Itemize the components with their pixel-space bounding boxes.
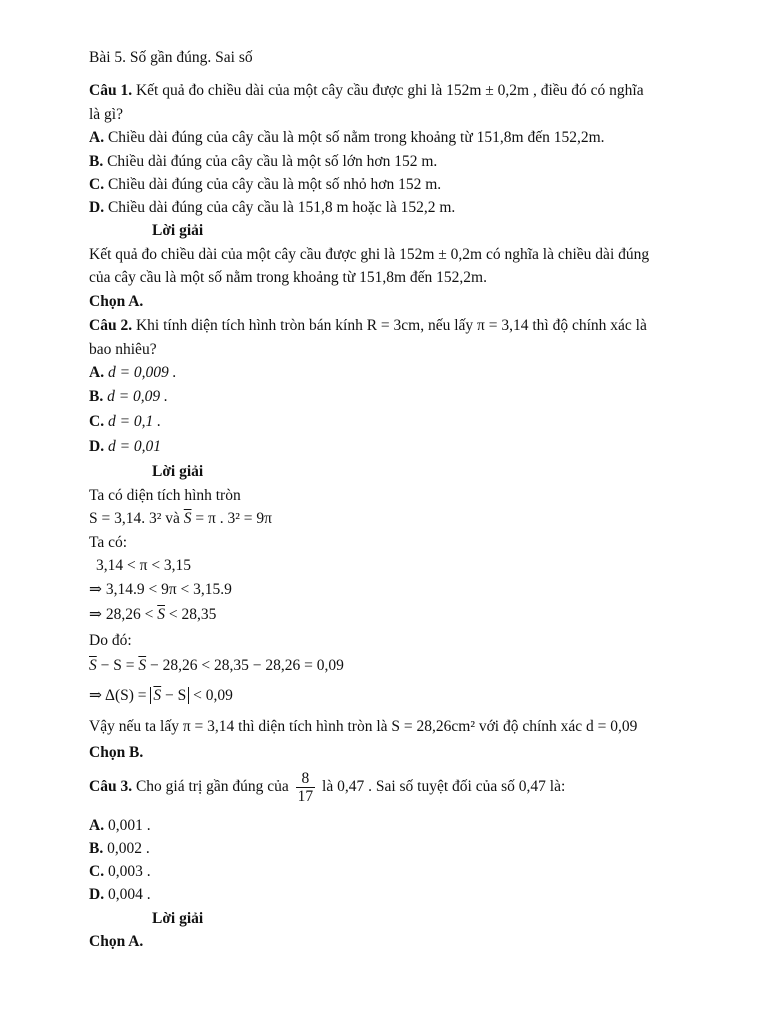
math-text: < 28,35	[164, 606, 217, 623]
q2-solution-line6	[89, 605, 216, 625]
q3-stem-text: là 0,47 . Sai số tuyệt đối của số 0,47 là:	[318, 778, 566, 795]
option-label: B.	[89, 388, 104, 405]
q2-stem-text1: Khi tính diện tích hình tròn bán kính R = 3cm, nếu lấy π = 3,14 thì độ chính xác là	[135, 317, 647, 334]
option-text: 0,004 .	[107, 886, 151, 903]
q2-solution-line1: Ta có diện tích hình tròn	[89, 487, 241, 504]
option-label: D.	[89, 886, 105, 903]
q1-stem-text1: Kết quả đo chiều dài của một cây cầu được ghi là 152m ± 0,2m , điều đó có nghĩa	[135, 82, 644, 99]
q3-stem	[89, 768, 565, 806]
option-label: C.	[89, 176, 105, 193]
option-label: B.	[89, 153, 104, 170]
option-text: 0,003 .	[107, 863, 151, 880]
option-text: d = 0,1 .	[107, 413, 162, 430]
fraction-numerator: 8	[296, 770, 316, 788]
q2-option-b	[89, 387, 168, 407]
q2-option-c	[89, 412, 161, 432]
option-label: B.	[89, 840, 104, 857]
option-text: Chiều dài đúng của cây cầu là 151,8 m hoặc là 152,2 m.	[107, 199, 456, 216]
q2-solution-line5: ⇒ 3,14.9 < 9π < 3,15.9	[89, 581, 232, 598]
q3-option-c	[89, 862, 151, 882]
q1-option-a	[89, 128, 605, 148]
option-text: Chiều dài đúng của cây cầu là một số nằm trong khoảng từ 151,8m đến 152,2m.	[107, 129, 605, 146]
option-label: D.	[89, 438, 105, 455]
math-text: S = 3,14. 3² và	[89, 510, 184, 527]
option-text: d = 0,09 .	[107, 388, 168, 405]
math-text: − S =	[96, 657, 139, 674]
q1-solution-line2: của cây cầu là một số nằm trong khoảng từ 151,8m đến 152,2m.	[89, 269, 487, 286]
q2-solution-line2	[89, 509, 272, 529]
q3-option-b	[89, 839, 150, 859]
q2-option-a	[89, 363, 177, 383]
s-bar: $\overline{S}$	[157, 606, 165, 623]
q2-label: Câu 2.	[89, 317, 133, 334]
q1-solution-line1: Kết quả đo chiều dài của một cây cầu được ghi là 152m ± 0,2m có nghĩa là chiều dài đúng	[89, 246, 650, 263]
math-text: < 0,09	[189, 687, 233, 704]
math-text: − 28,26 < 28,35 − 28,26 = 0,09	[146, 657, 344, 674]
q3-solution-heading: Lời giải	[152, 910, 204, 927]
q3-option-a	[89, 816, 151, 836]
absolute-value	[150, 687, 189, 704]
option-label: A.	[89, 364, 105, 381]
q1-option-b	[89, 152, 437, 172]
q2-solution-line7: Do đó:	[89, 632, 132, 649]
option-text: d = 0,01	[107, 438, 162, 455]
math-text: ⇒ Δ(S) =	[89, 687, 151, 704]
q2-solution-line10: Vậy nếu ta lấy π = 3,14 thì diện tích hình tròn là S = 28,26cm² với độ chính xác d = 0,09	[89, 718, 638, 735]
q3-answer: Chọn A.	[89, 933, 144, 950]
s-bar: $\overline{S}$	[183, 510, 192, 527]
option-text: Chiều dài đúng của cây cầu là một số nhỏ hơn 152 m.	[107, 176, 442, 193]
q2-solution-heading: Lời giải	[152, 463, 204, 480]
option-label: C.	[89, 413, 105, 430]
q1-option-d	[89, 198, 455, 218]
option-text: 0,001 .	[107, 817, 151, 834]
q2-solution-line4: 3,14 < π < 3,15	[96, 557, 192, 574]
q2-solution-line9	[89, 686, 233, 706]
q1-option-c	[89, 175, 441, 195]
q2-option-d	[89, 437, 161, 457]
q1-label: Câu 1.	[89, 82, 133, 99]
math-text: − S	[161, 687, 187, 704]
fraction-denominator: 17	[297, 787, 314, 805]
q3-option-d	[89, 885, 151, 905]
q1-stem-line2: là gì?	[89, 106, 123, 123]
q2-stem-line2: bao nhiêu?	[89, 341, 157, 358]
option-label: C.	[89, 863, 105, 880]
q2-answer: Chọn B.	[89, 744, 144, 761]
q2-stem-line1	[89, 316, 647, 336]
lesson-title: Bài 5. Số gần đúng. Sai số	[89, 49, 253, 66]
s-bar: $\overline{S}$	[153, 687, 162, 704]
q1-solution-heading: Lời giải	[152, 222, 204, 239]
option-label: D.	[89, 199, 105, 216]
option-text: 0,002 .	[107, 840, 150, 857]
option-text: Chiều dài đúng của cây cầu là một số lớn hơn 152 m.	[107, 153, 438, 170]
q2-solution-line3: Ta có:	[89, 534, 128, 551]
s-bar: $\overline{S}$	[89, 657, 97, 674]
q3-stem-text: Cho giá trị gần đúng của	[135, 778, 293, 795]
option-label: A.	[89, 817, 105, 834]
q3-label: Câu 3.	[89, 778, 133, 795]
s-bar: $\overline{S}$	[138, 657, 147, 674]
fraction	[296, 770, 316, 805]
q1-answer: Chọn A.	[89, 293, 144, 310]
q1-stem-line1	[89, 81, 644, 101]
option-text: d = 0,009 .	[107, 364, 177, 381]
math-text: ⇒ 28,26 <	[89, 606, 158, 623]
q2-solution-line8	[89, 656, 344, 676]
math-text: = π . 3² = 9π	[191, 510, 272, 527]
option-label: A.	[89, 129, 105, 146]
